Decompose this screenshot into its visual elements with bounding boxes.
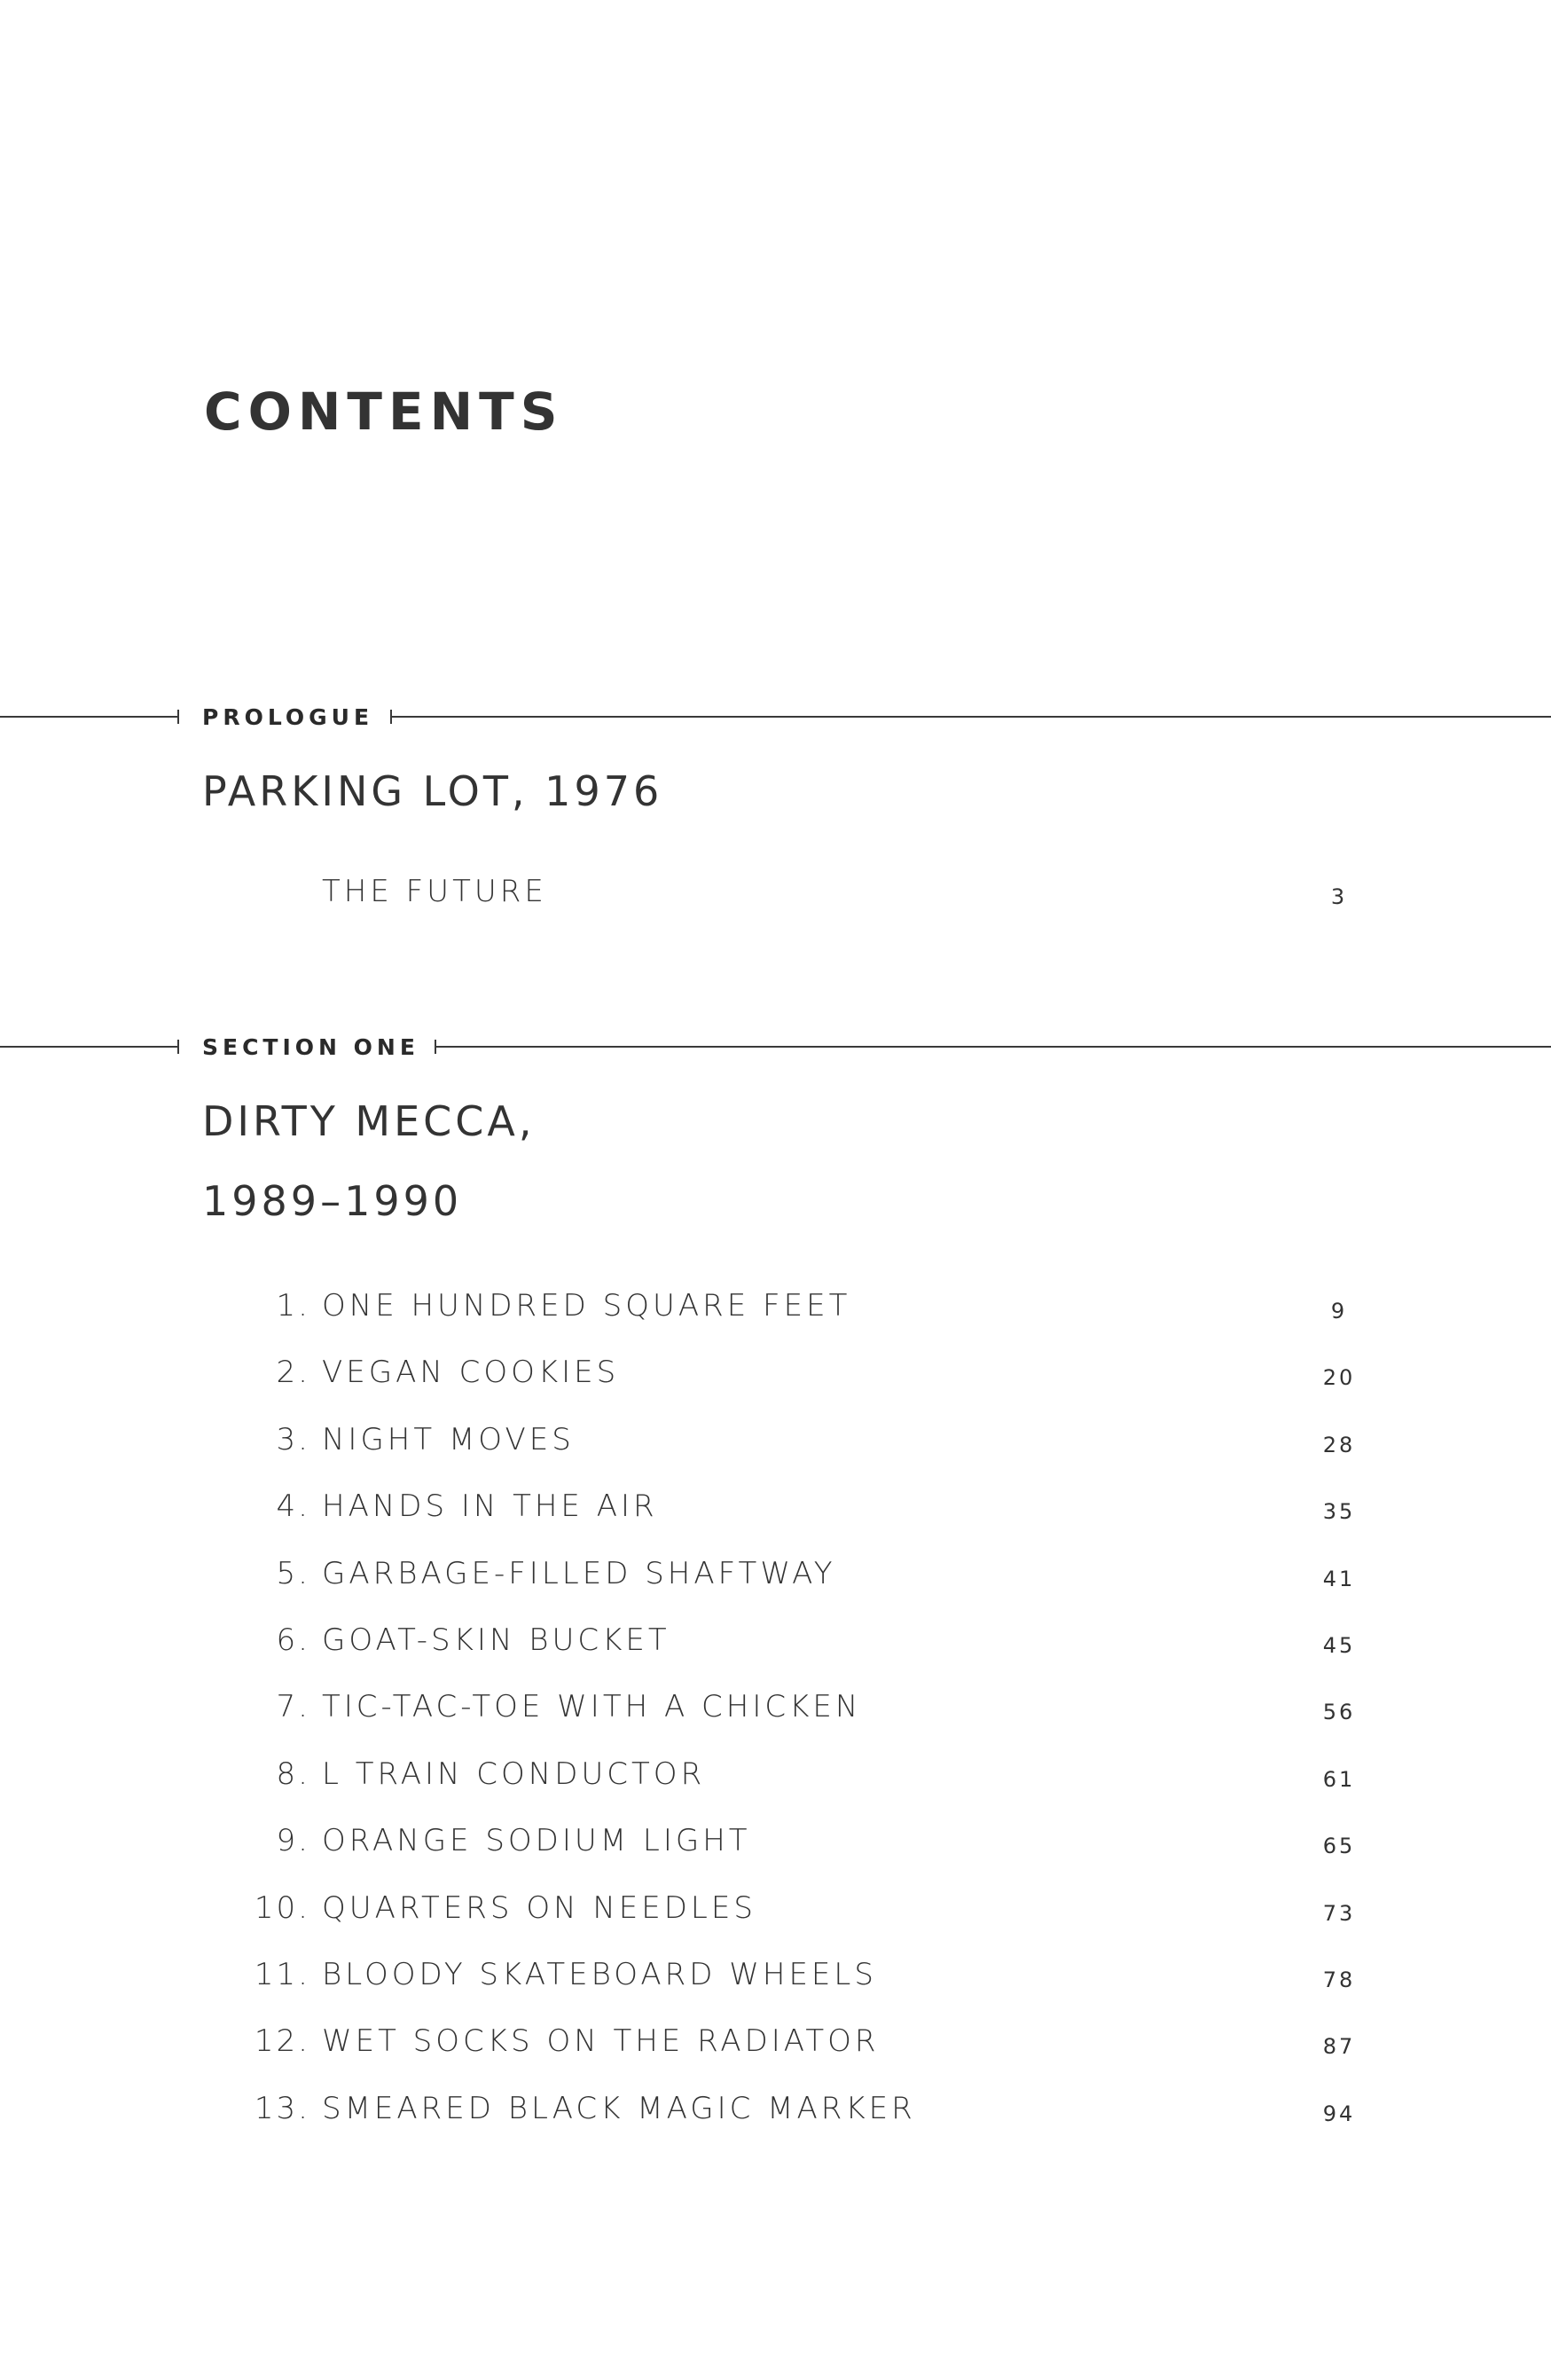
divider-tick-left [177, 1040, 179, 1054]
divider-tick-left [177, 710, 179, 724]
toc-entry[interactable] [0, 2091, 1551, 2135]
toc-entry[interactable] [0, 1890, 1551, 1935]
toc-entry[interactable] [0, 2023, 1551, 2068]
toc-entry[interactable] [0, 1422, 1551, 1466]
toc-entry[interactable] [0, 1288, 1551, 1332]
prologue-divider [0, 704, 1551, 730]
toc-entry-page: 65 [1322, 1834, 1356, 1858]
toc-entry-title: BLOODY SKATEBOARD WHEELS [322, 1957, 877, 1992]
toc-entry-title: L TRAIN CONDUCTOR [322, 1756, 706, 1792]
toc-entry[interactable] [0, 1556, 1551, 1600]
toc-entry-title: HANDS IN THE AIR [322, 1488, 658, 1524]
toc-entry[interactable] [0, 874, 1551, 918]
toc-entry-page: 45 [1322, 1633, 1356, 1658]
toc-entry-title: WET SOCKS ON THE RADIATOR [322, 2023, 880, 2059]
page-title: CONTENTS [204, 381, 564, 442]
section-one-divider [0, 1034, 1551, 1060]
toc-entry-number: 13. [254, 2091, 310, 2126]
toc-entry-title: VEGAN COOKIES [322, 1355, 620, 1390]
toc-entry-number: 8. [276, 1756, 310, 1792]
toc-entry-page: 73 [1322, 1901, 1356, 1926]
toc-entry-page: 28 [1322, 1433, 1356, 1457]
toc-entry-title: TIC-TAC-TOE WITH A CHICKEN [322, 1689, 862, 1724]
toc-entry-title: ONE HUNDRED SQUARE FEET [322, 1288, 851, 1324]
toc-entry-page: 3 [1330, 884, 1348, 909]
toc-entry-page: 35 [1322, 1499, 1356, 1524]
toc-entry-page: 87 [1322, 2034, 1356, 2059]
toc-entry-page: 94 [1322, 2101, 1356, 2126]
toc-entry-number: 9. [276, 1823, 310, 1858]
toc-entry-page: 41 [1322, 1567, 1356, 1591]
toc-entry-title: ORANGE SODIUM LIGHT [322, 1823, 751, 1858]
section-one-title-line1: DIRTY MECCA, [202, 1097, 536, 1145]
toc-entry-title: SMEARED BLACK MAGIC MARKER [322, 2091, 916, 2126]
toc-entry-title: NIGHT MOVES [322, 1422, 575, 1457]
toc-entry-title: GARBAGE-FILLED SHAFTWAY [322, 1556, 836, 1591]
toc-entry[interactable] [0, 1355, 1551, 1399]
toc-entry-number: 1. [276, 1288, 310, 1324]
toc-entry-title: QUARTERS ON NEEDLES [322, 1890, 756, 1926]
toc-entry[interactable] [0, 1689, 1551, 1733]
toc-entry-page: 56 [1322, 1700, 1356, 1724]
divider-rule-right [390, 716, 1551, 718]
section-one-title-line2: 1989–1990 [202, 1177, 463, 1225]
toc-entry-number: 7. [276, 1689, 310, 1724]
toc-entry-page: 61 [1322, 1767, 1356, 1792]
toc-entry-number: 5. [276, 1556, 310, 1591]
toc-entry[interactable] [0, 1957, 1551, 2001]
toc-entry-number: 2. [276, 1355, 310, 1390]
toc-entry-page: 78 [1322, 1968, 1356, 1992]
toc-entry-page: 9 [1330, 1299, 1348, 1324]
prologue-title: PARKING LOT, 1976 [202, 767, 663, 815]
toc-entry[interactable] [0, 1622, 1551, 1667]
divider-rule-left [0, 716, 177, 718]
toc-entry-number: 3. [276, 1422, 310, 1457]
toc-entry-title: THE FUTURE [322, 874, 547, 909]
toc-entry-number: 11. [254, 1957, 310, 1992]
toc-entry[interactable] [0, 1823, 1551, 1867]
divider-rule-left [0, 1046, 177, 1048]
prologue-label: PROLOGUE [202, 704, 374, 730]
toc-entry-page: 20 [1322, 1365, 1356, 1390]
divider-rule-right [435, 1046, 1551, 1048]
section-one-label: SECTION ONE [202, 1034, 419, 1060]
toc-entry-number: 6. [276, 1622, 310, 1658]
toc-entry-number: 10. [254, 1890, 310, 1926]
toc-entry-number: 4. [276, 1488, 310, 1524]
toc-entry[interactable] [0, 1756, 1551, 1801]
toc-entry-title: GOAT-SKIN BUCKET [322, 1622, 670, 1658]
toc-entry[interactable] [0, 1488, 1551, 1533]
toc-entry-number: 12. [254, 2023, 310, 2059]
